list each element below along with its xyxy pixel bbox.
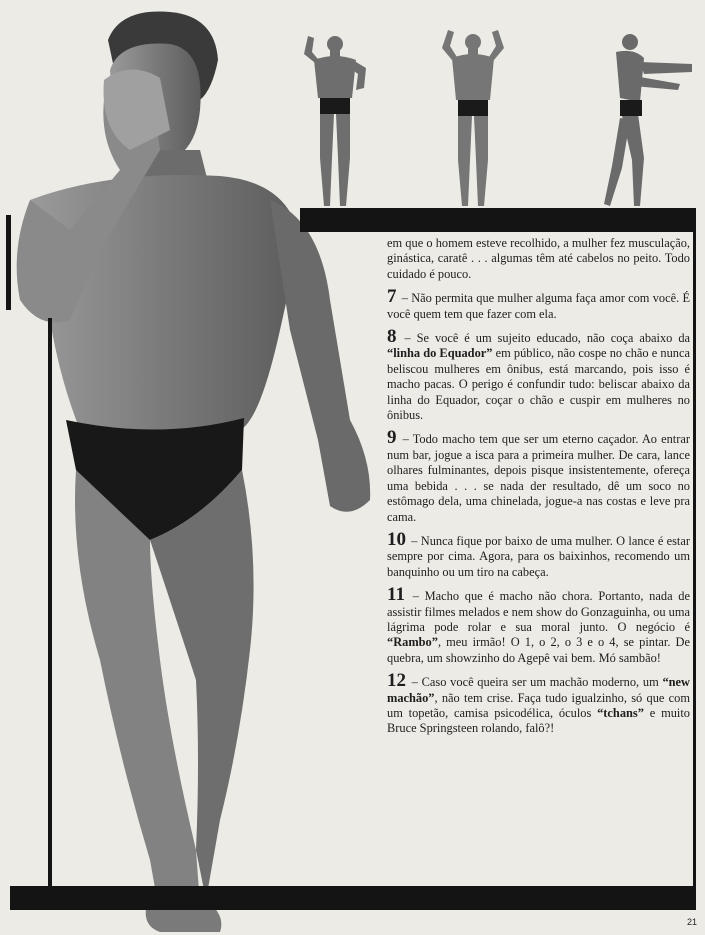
item-text: , meu irmão! O 1, o 2, o 3 e o 4, se pintar. De quebra, um showzinho do Agepê vai bem. Mó sambão!: [387, 635, 690, 665]
item-text: e muito Bruce Springsteen rolando, falô?!: [387, 705, 690, 736]
article-intro-paragraph: em que o homem esteve recolhido, a mulher fez musculação, ginástica, caratê . . . algumas têm até cabelos no peito. Todo cuidado é pouco.: [387, 236, 690, 281]
left-edge-strip: [6, 215, 11, 310]
numbered-item: [387, 584, 691, 666]
bottom-dark-bar: [10, 886, 696, 910]
right-vertical-rule: [693, 232, 696, 888]
item-text: Não permita que mulher alguma faça amor com você. É você quem tem que fazer com ela.: [387, 291, 691, 321]
item-text: em público, não cospe no chão e nunca beliscou mulheres em ônibus, está marcando, pois isso é macho pacas. O perigo é confundir tudo: beliscar abaixo da linha do Equador, coçar o chão e cuspir em mulheres no ônibus.: [387, 346, 690, 423]
item-number: 9: [387, 427, 397, 449]
item-dash: –: [408, 533, 421, 548]
item-number: 7: [387, 286, 397, 308]
item-text: Todo macho tem que ser um eterno caçador. Ao entrar num bar, jogue a isca para a primeira mulher. De cara, lance olhares fulminantes, depois pisque insistentemente, ofereça uma bebida . . . se nada der resultado, dê um soco no estômago dela, uma chinelada, jogue-a nas costas e leve pra cama.: [387, 432, 690, 524]
item-number: 12: [387, 670, 406, 692]
page-number: 21: [687, 917, 698, 927]
numbered-items-list: [387, 286, 691, 737]
item-text-emphasis: “new machão”: [387, 675, 691, 705]
item-text-emphasis: “linha do Equador”: [387, 346, 493, 361]
item-dash: –: [398, 331, 417, 346]
bodybuilder-pose-photo-2: [438, 28, 508, 210]
article-text-column: [387, 236, 690, 745]
numbered-item: [387, 528, 690, 580]
item-text-emphasis: “Rambo”: [387, 635, 438, 650]
item-text: Macho que é macho não chora. Portanto, nada de assistir filmes melados e nem show do Gonzaguinha, ou uma lágrima pode rolar e sua moral junto. O negócio é: [387, 589, 691, 634]
item-text: Se você é um sujeito educado, não coça abaixo da: [416, 331, 691, 346]
numbered-item: [387, 326, 691, 423]
item-number: 11: [387, 584, 405, 606]
item-dash: –: [398, 291, 412, 306]
item-dash: –: [406, 589, 425, 604]
item-text: Nunca fique por baixo de uma mulher. O lance é estar sempre por cima. Agora, para os baixinhos, recomendo um banquinho ou um tiro na cabeça.: [387, 533, 690, 579]
item-text: , não tem crise. Faça tudo igualzinho, só que com um topetão, camisa psicodélica, óculos: [387, 690, 690, 720]
item-dash: –: [398, 432, 413, 447]
top-dark-bar: [300, 208, 696, 232]
numbered-item: [387, 670, 691, 737]
item-number: 8: [387, 326, 397, 348]
bodybuilder-pose-photo-3: [600, 28, 696, 210]
numbered-item: [387, 427, 690, 524]
item-number: 10: [387, 528, 406, 550]
item-text-emphasis: “tchans”: [597, 705, 644, 720]
left-vertical-rule: [48, 318, 52, 888]
item-text: Caso você queira ser um machão moderno, um: [421, 675, 663, 690]
numbered-item: [387, 286, 691, 322]
item-dash: –: [408, 675, 422, 690]
